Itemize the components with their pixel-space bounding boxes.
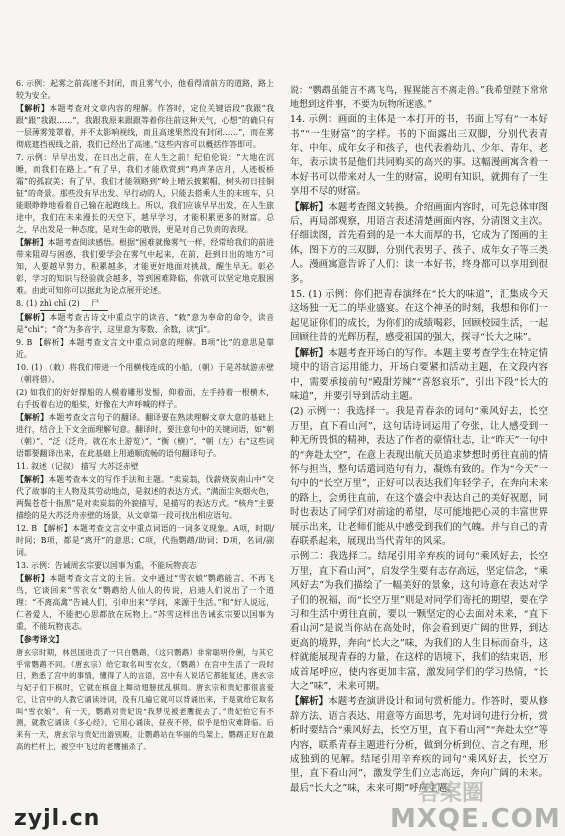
site-watermark-right (390, 776, 560, 832)
paragraph-text: 本题考查古诗文中重点字的读音、“敕”意为奉命的命令，读音是“chì”；“奇”为多音字，这里意为零数、余数，读“jī”。 (16, 313, 274, 334)
answer-paragraph (290, 84, 548, 112)
analysis-tag: 【解析】 (290, 201, 329, 213)
analysis-tag: 【解析】 (16, 574, 50, 583)
analysis-tag: 【解析】 (290, 696, 329, 708)
answer-paragraph (290, 405, 548, 549)
analysis-tag: 【解析】 (290, 347, 329, 359)
analysis-tag: 【解析】 (16, 313, 50, 322)
paragraph-text: 6. 示例：起雾之前高速不封闭，而且雾气小，他看得清前方的道路，路上较为安全。 (16, 79, 274, 100)
paragraph-text: 7. 示例：早早出发，在日出之前，在人生之前！纪伯伦说：“大地在沉睡，而我们在路上。”有了早，我们才能欣赏到“鸡声茅店月，人迹板桥霜”的孤寂美；有了早，我们才能领略到“岭上晴云披絮帽，树头初日挂铜钲”的奇景。那些没有早出发、早行动的人，只能去搭乘人生的末班车，只能眼睁睁地看着自己输在起跑线上。所以，我们应该早早出发，在人生旅途中，我们在未来漫长的天空下，越早学习，才能积累更多的财富。总之，早出发是一种态度，是对生命的敬畏，更是对自己负责的表现。 (16, 153, 274, 234)
answer-paragraph (16, 78, 274, 102)
paragraph-text: 本题考查开场白的写作。本题主要考查学生在特定情境中的语言运用能力，开场白要紧扣活动主题，在文段内容中，需要承接前句“殿甜芳辣”“喜怒哀乐”，引出下段“长大的味道”，并要引导到活动主题。 (290, 347, 548, 402)
paragraph-text: 本题考查本文的写作手法和主题。“卖炭翁，伐薪烧炭南山中”交代了故事的主人物及其劳动地点，是叙述的表达方式。“满面尘灰烟火色，两鬓苍苍十指黑”是对卖炭翁的外貌描写，是描写的表达方式。“核舟”主要描绘的是大苏泛舟赤壁的场景，从文章第一段可找出相应语句。 (16, 475, 274, 520)
sub-question-number: (2) (66, 299, 83, 308)
paragraph-text: (2) 示例一：我选择一。我是青春亲的词句“乘风好去，长空万里，直下看山河”，这句话诗词运用了夸张，让人感受到一种无所畏惧的精神，表达了作者的豪情壮志，让“昨天”一句中的“奔赴太空”，在意上表现出航天员追求梦想时勇往直前的情怀与担当，整句话遣词造句有力，凝炼有致的。作为“今天”一句中的“长空万里”，正好可以表达我们年轻学子，在奔向未来的路上，会勇往直前，在这个盛会中表达自己的美好祝愿，同时也表达了同学们对前途的希望，尽可能地把心灵的丰富世界展示出来，让老师们能从中感受到我们的气魄。并与自己的青春联系起来，展现出当代青年的风采。 (290, 406, 548, 547)
paragraph-text: 示例二：我选择二。结尾引用辛弃疾的词句“乘风好去，长空万里，直下看山河”，启发学生要有志存高远，坚定信念，“乘风好去”为我们描绘了一幅美好的景象，这句诗意在表达对学子们的祝福，而“长空万里”则是对同学们寄托的期望，要在学习和生活中勇往直前，要以一颗坚定的心去面对未来，“直下看山河”是说当你站在高处时，你会看到更广阔的世界，到达更高的境界，奔向“长大之”味，为我们的人生目标而奋斗，这样就能展现青春的力量，在这样的语境下，我们的结束语，形成首尾呼应，使内容更加丰富，激发同学们的学习热情，“长大之”味”，未来可期。 (290, 551, 548, 693)
reference-translation-heading: 【参考译文】 (16, 635, 64, 644)
answer-paragraph (16, 560, 274, 572)
paragraph-text: 11. 叙述（记叙） 描写 大苏泛赤壁 (16, 462, 139, 471)
section-header (16, 634, 274, 646)
answer-paragraph (16, 362, 274, 386)
paragraph-text: 本题考查文言文的主旨。文中通过“雪衣娘”鹦鹉能言、不再飞鸟，它谈回来“雪衣女”鹦鹉给人仙人的传说，启迪人们说出了一个道理：“不离高禽”告诫人们，引申出来“学问，来源于生活。”和“好人说远，仁者爱人，不能把心思都放在玩物上。”苏雪这样出告诫玄宗要以国事为重，不能玩物丧志。 (16, 574, 274, 631)
answer-paragraph (16, 647, 274, 752)
paragraph-text: 本题考查图文转换。介绍画面内容时，可先总体审图后，再局部观察，用语言表述清楚画面内容，分清图文主次。仔细读图，首先看到的是一本大而厚的书，它成为了图画的主体，图下方的三双脚，分别代表男子、孩子、成年女子等三类人。漫画寓意告诉了人们：读一本好书，终身都可以享用到很多。 (290, 201, 548, 285)
site-watermark-left: zyjl.cn (14, 806, 101, 831)
paragraph-text: 本题考查演讲设计和词句赏析能力。作答时，要从修辞方法、语言表达、用意等方面思考，先对词句进行分析，赏析时要结合“乘风好去，长空万里，直下看山河”“奔赴太空”等内容，联系青春主题进行分析，做到分析到位、言之有理，形成独到的见解。结尾引用辛弃疾的词句“乘风好去，长空万里，直下看山河”，激发学生们立志高远，奔向广阔的未来。最后“长大之”味，未来可期”呼应主题。 (290, 696, 548, 794)
answer-paragraph (290, 288, 548, 346)
left-column (16, 78, 274, 753)
paragraph-text: 10. (1) （敕）将我们带进一个用横栈连成的小船，（朝）于是苏轼游赤壁（朝将借）。 (16, 363, 274, 384)
paragraph-text: 本题考查对文章内容的理解。作答时，定位关键语段“我跟”我跟”跟”我跟……”，我跟我原来跟跟等着你往前这种天气，心想”的确只有一层薄雾笼罩着，并不太影响视线，而且高速果然没有封闭……”，而在雾彻底遮挡视线之前，我们已经出了高速。”这些内容可以概括作答即可。 (16, 104, 274, 149)
paragraph-text: 14. 示例：画面的主体是一本打开的书，书面上写有“一本好书”“一生财富”的字样。书的下面露出三双脚，分别代表青年、中年、成年女子和孩子，也代表着幼儿、少年、青年、老年，表示读书是他们共同购买的高兴的事。这幅漫画寓含着一本好书可以带来对人一生的财富，说明有知识，就拥有了一生享用不尽的财富。 (290, 114, 548, 198)
paragraph-text: 9. B 【解析】本题考查文言文中重点词意的理解。B项“比”的意思是靠近。 (16, 338, 274, 359)
answer-paragraph (16, 474, 274, 522)
paragraph-text: 说：“鹦鹉虽能言不离飞鸟，猩猩能言不离走兽。”我希望陛下常常地想到这件事，不要为玩物所迷惑。” (290, 86, 548, 111)
answer-paragraph (16, 237, 274, 297)
paragraph-text: (2) 如我们的好好撑船的人模着雕形发髻，仰着面，左手持着一根横木，右手扳着右边的船桨，好像在大声呼喊的样子。 (16, 388, 274, 409)
answer-paragraph (16, 152, 274, 236)
paragraph-text: 唐玄宗时期，林邑国进贡了一只白鹦鹉，（这只鹦鹉）非常聪明伶俐，与其它乎常鹦鹉不同。（唐玄宗）给它取名叫雪衣女，（鹦鹉）在宫中生活了一段时日，熟悉了宫中的事情，懂得了人的言语，宫中有人说话它都能复述，唐玄宗与妃子们下棋时，它就在棋盘上舞动翅膀扰乱棋局。唐玄宗和贵妃都很喜爱它，让宫中的人教它诵读诗词，没有几遍它就可以背诵出来，于是就给它取名叫“雪衣娘”。有一天，鹦鹉对贵妃说“我梦见被老鹰捉去了。”贵妃怕它有不测，就教它诵读《多心经》，它用心诵读，昼夜不停，似乎是怕灾难降临。后来有一天，唐玄宗与贵妃出游别殿，让鹦鹉站在华丽的鸟架上，鹦鹉正好在最高的栏杆上，被空中飞过的老鹰捕杀了。 (16, 648, 274, 751)
answer-paragraph (16, 412, 274, 460)
analysis-tag: 【解析】 (16, 413, 49, 422)
watermark-title: 答案圈 (418, 781, 485, 806)
analysis-tag: 【解析】 (16, 475, 49, 484)
paragraph-text: 本题考查文言句子的翻译。翻译要在熟读理解文章大意的基础上进行，结合上下文全面理解句意。翻译时，要注意句中的关键词语，如“朝（朝）”、“泛（泛舟，就在水上游览）”、“衡（横）”、“朝（左）右”这些词语都要翻译出来，在此基础上用通顺流畅的语句翻译句子。 (16, 413, 274, 458)
answer-blank-1: zhì chī (40, 298, 66, 311)
paragraph-text: 15. (1) 示例：你们把青春演绎在“长大的味道”，汇集成今天这场独一无二的毕业盛宴。在这个神圣的时刻，我想和你们一起见证你们的成长，为你们的成绩喝彩，回顾校园生活，一起回顾往昔的光辉历程，感受祖国的强大，探寻“长大之味”。 (290, 289, 548, 344)
answer-paragraph (16, 461, 274, 473)
answer-paragraph (16, 523, 274, 559)
question-number: 8. (1) (16, 299, 40, 308)
answer-paragraph (290, 347, 548, 405)
paragraph-text: 本题考查阅读感悟。根据“困难就像雾气一样，经常给我们的前进带来阻碍与困惑，我们要学会在雾气中起来，在前，赶到日出的地方”可知，人要越早努力，积累越多，才能更好地面对挑战，醒生早无。彰必彰，学习的知识与经验就会越多，等到困难降临，你就可以坚定地克服困难。由此可知你可以据此为论点展开论述。 (16, 238, 274, 295)
answer-paragraph (290, 113, 548, 199)
watermark-domain: MXQE.COM (390, 804, 561, 834)
analysis-tag: 【解析】 (16, 238, 48, 247)
answer-paragraph (16, 337, 274, 361)
answer-paragraph (16, 103, 274, 151)
paragraph-text: 13. 示例：告诫周玄宗要以国事为重，不能玩物丧志 (16, 561, 197, 570)
answer-paragraph (16, 573, 274, 633)
answer-paragraph (16, 387, 274, 411)
answer-paragraph (16, 312, 274, 336)
right-column (290, 84, 548, 797)
answer-blank-2: 尸 (82, 298, 108, 311)
answer-paragraph (290, 201, 548, 287)
paragraph-text: 12. B 【解析】本题考查文言文中重点词语的一词多义现象。A项，时期/时间；B项，都是“离开”的意思；C项，代指鹦鹉/助词；D项，名词/副词。 (16, 524, 274, 557)
analysis-tag: 【解析】 (16, 104, 50, 113)
answer-paragraph (16, 298, 274, 311)
answer-paragraph (290, 550, 548, 694)
